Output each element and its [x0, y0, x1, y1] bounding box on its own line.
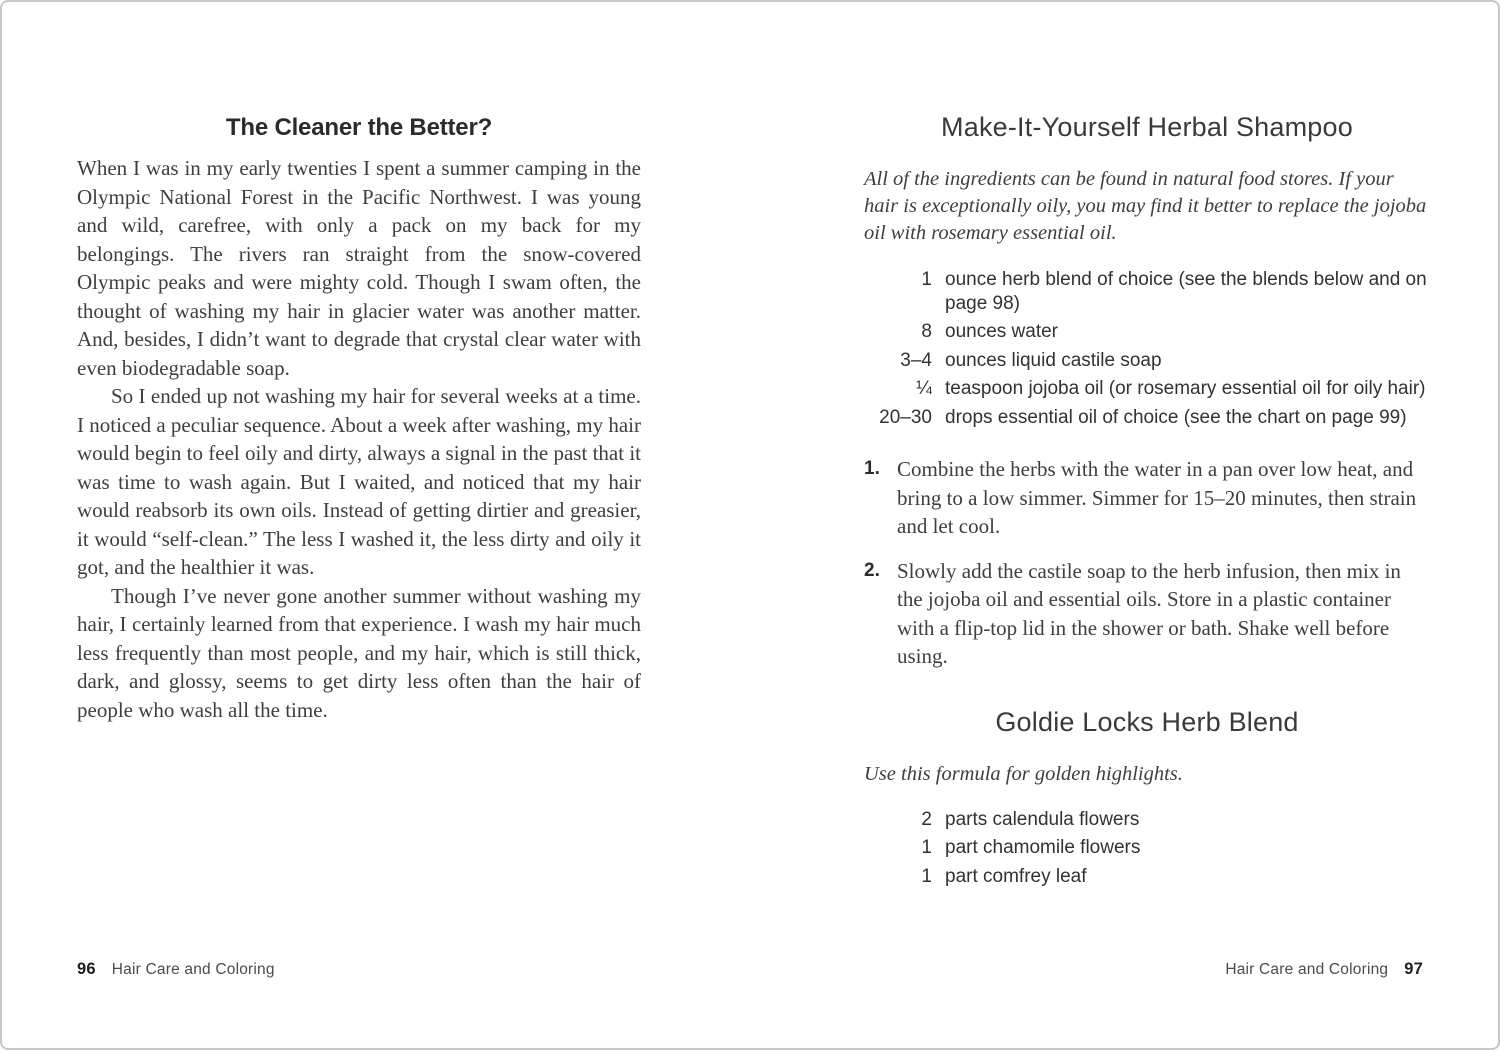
step-text: Combine the herbs with the water in a pan over low heat, and bring to a low simmer. Simmer for 15–20 minutes, then strain and let cool.	[897, 457, 1417, 538]
ingredient-text: ounces water	[945, 321, 1059, 342]
ingredient-row	[864, 836, 1430, 860]
left-page-footer	[77, 960, 275, 979]
section-name: Hair Care and Coloring	[1225, 961, 1389, 978]
ingredient-quantity: 3–4	[900, 349, 932, 371]
right-page	[864, 112, 1430, 888]
step-number: 1.	[864, 458, 880, 479]
ingredient-text: teaspoon jojoba oil (or rosemary essential oil for oily hair)	[945, 378, 1426, 399]
story-title: The Cleaner the Better?	[225, 114, 493, 141]
ingredient-text: part chamomile flowers	[945, 837, 1141, 858]
recipe-step	[864, 455, 1430, 541]
step-number: 2.	[864, 559, 880, 581]
ingredient-row	[864, 320, 1430, 344]
ingredient-text: parts calendula flowers	[945, 808, 1140, 830]
story-paragraph: Though I’ve never gone another summer without washing my hair, I certainly learned from that experience. I wash my hair much less frequently than most people, and my hair, which is still thick, dark, and glossy, seems to get dirty less often than the hair of people who wash all the time.	[77, 583, 641, 722]
recipe-title: Make-It-Yourself Herbal Shampoo	[941, 112, 1353, 142]
ingredient-row	[864, 808, 1430, 832]
ingredient-row	[864, 865, 1430, 889]
story-paragraph: So I ended up not washing my hair for several weeks at a time. I noticed a peculiar sequence. About a week after washing, my hair would begin to feel oily and dirty, always a signal in the past that it was time to wash again. But I waited, and noticed that my hair would reabsorb its own oils. Instead of getting dirtier and greasier, it would “self-clean.” The less I washed it, the less dirty and oily it got, and the healthier it was.	[77, 384, 641, 579]
ingredient-row	[864, 377, 1430, 401]
ingredient-quantity: ¼	[916, 378, 932, 399]
page-number: 97	[1404, 960, 1423, 978]
ingredient-row	[864, 268, 1430, 315]
ingredient-quantity: 1	[921, 837, 932, 858]
story-paragraph: When I was in my early twenties I spent a summer camping in the Olympic National Forest in the Pacific Northwest. I was young and wild, carefree, with only a pack on my back for my belongings. The rivers ran straight from the snow-covered Olympic peaks and were mighty cold. Though I swam often, the thought of washing my hair in glacier water was another matter. And, besides, I didn’t want to degrade that crystal clear water with even biodegradable soap.	[77, 156, 641, 380]
blend-ingredient-list	[864, 808, 1430, 889]
recipe-step	[864, 557, 1430, 671]
recipe-steps	[864, 455, 1430, 671]
step-text: Slowly add the castile soap to the herb infusion, then mix in the jojoba oil and essential oils. Store in a plastic container with a flip-top lid in the shower or bath. Shake well before using.	[897, 558, 1401, 668]
ingredient-row	[864, 406, 1430, 430]
ingredient-quantity: 2	[921, 808, 932, 830]
recipe-ingredient-list	[864, 268, 1430, 429]
blend-title: Goldie Locks Herb Blend	[995, 706, 1299, 737]
section-name: Hair Care and Coloring	[111, 961, 275, 978]
ingredient-quantity: 8	[921, 321, 932, 342]
page-number: 96	[77, 960, 96, 978]
ingredient-text: part comfrey leaf	[945, 865, 1087, 887]
ingredient-text: ounces liquid castile soap	[945, 349, 1162, 371]
ingredient-quantity: 1	[921, 865, 932, 887]
blend-intro: Use this formula for golden highlights.	[864, 762, 1183, 785]
left-page	[77, 114, 641, 724]
ingredient-quantity: 1	[921, 269, 932, 290]
ingredient-row	[864, 349, 1430, 373]
ingredient-text: ounce herb blend of choice (see the blends below and on page 98)	[945, 269, 1427, 314]
right-page-footer	[1225, 960, 1423, 979]
ingredient-text: drops essential oil of choice (see the chart on page 99)	[945, 406, 1407, 428]
recipe-intro: All of the ingredients can be found in natural food stores. If your hair is exceptionally oily, you may find it better to replace the jojoba oil with rosemary essential oil.	[864, 168, 1427, 244]
ingredient-quantity: 20–30	[879, 406, 932, 428]
